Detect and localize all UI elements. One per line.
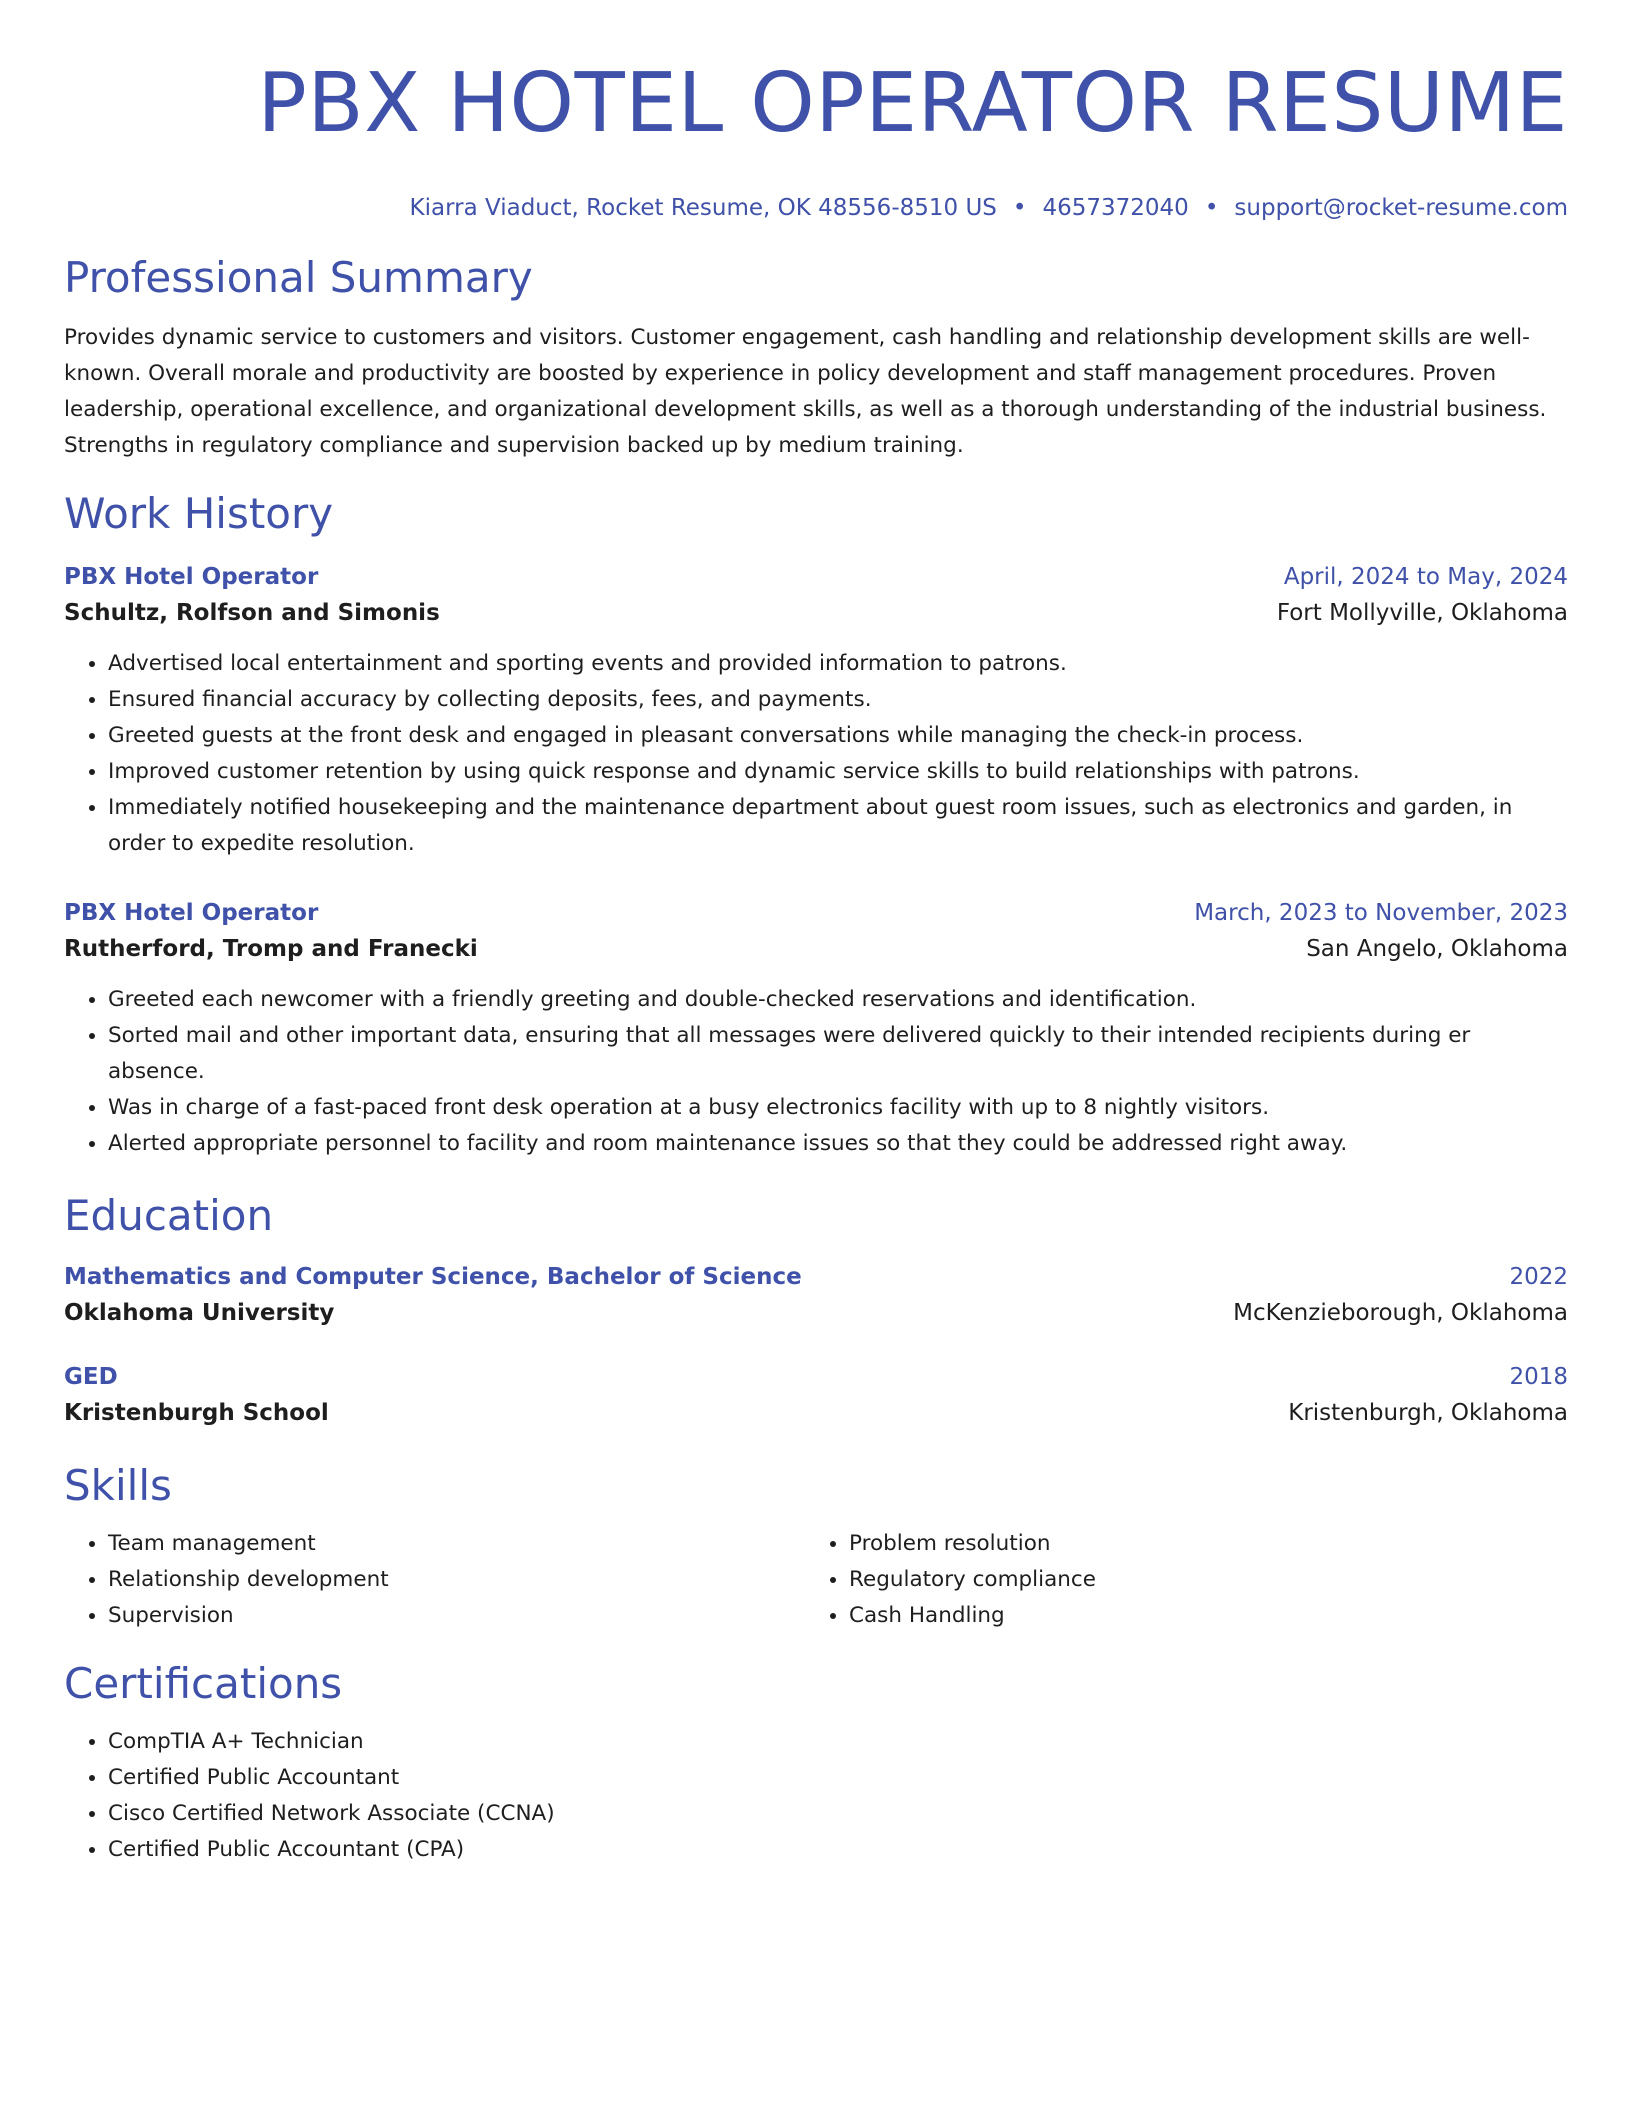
job-bullets (64, 646, 1568, 862)
education-heading: Education (64, 1191, 274, 1240)
education-location: McKenzieborough, Oklahoma (1233, 1300, 1568, 1326)
certifications-heading: Certifications (64, 1659, 343, 1708)
education-location: Kristenburgh, Oklahoma (1288, 1400, 1568, 1426)
work-history-section (64, 488, 1568, 1162)
job-dates: March, 2023 to November, 2023 (1194, 900, 1568, 926)
job-bullet: • Greeted each newcomer with a friendly greeting and double-checked reservations and identification. (108, 982, 1568, 1018)
job-title: PBX Hotel Operator (64, 900, 319, 926)
education-year: 2022 (1509, 1264, 1568, 1290)
contact-phone: 4657372040 (1042, 195, 1189, 221)
summary-heading: Professional Summary (64, 253, 533, 302)
job-title: PBX Hotel Operator (64, 564, 319, 590)
job-entry (64, 896, 1568, 1162)
skills-column-left (64, 1526, 805, 1634)
job-location: San Angelo, Oklahoma (1306, 936, 1568, 962)
job-employer: Schultz, Rolfson and Simonis (64, 600, 440, 626)
skill-item: • Supervision (108, 1598, 805, 1634)
contact-separator: • (1012, 195, 1027, 221)
skill-item: • Problem resolution (849, 1526, 1546, 1562)
job-bullet: • Advertised local entertainment and sporting events and provided information to patrons. (108, 646, 1568, 682)
contact-address: Kiarra Viaduct, Rocket Resume, OK 48556-8510 US (409, 195, 997, 221)
education-degree: Mathematics and Computer Science, Bachelor of Science (64, 1264, 802, 1290)
contact-email: support@rocket-resume.com (1234, 195, 1568, 221)
skills-column-right (805, 1526, 1546, 1634)
contact-line (64, 192, 1568, 224)
resume-title: PBX HOTEL OPERATOR RESUME (257, 56, 1568, 151)
job-employer: Rutherford, Tromp and Franecki (64, 936, 478, 962)
job-bullet: • Sorted mail and other important data, ensuring that all messages were delivered quickly to their intended recipients during er absence. (108, 1018, 1568, 1090)
skill-item: • Regulatory compliance (849, 1562, 1546, 1598)
job-bullet: • Immediately notified housekeeping and the maintenance department about guest room issues, such as electronics and garden, in order to expedite resolution. (108, 790, 1568, 862)
skill-item: • Relationship development (108, 1562, 805, 1598)
certifications-section (64, 1658, 1568, 1868)
education-school: Oklahoma University (64, 1300, 335, 1326)
job-bullet: • Ensured financial accuracy by collecting deposits, fees, and payments. (108, 682, 1568, 718)
certifications-list (64, 1724, 1568, 1868)
certification-item: • CompTIA A+ Technician (108, 1724, 1568, 1760)
education-year: 2018 (1509, 1364, 1568, 1390)
education-degree: GED (64, 1364, 118, 1390)
skills-heading: Skills (64, 1461, 172, 1510)
summary-section (64, 252, 1568, 464)
skills-section (64, 1460, 1568, 1634)
certification-item: • Cisco Certified Network Associate (CCNA) (108, 1796, 1568, 1832)
job-bullet: • Greeted guests at the front desk and engaged in pleasant conversations while managing the check-in process. (108, 718, 1568, 754)
certification-item: • Certified Public Accountant (108, 1760, 1568, 1796)
certification-item: • Certified Public Accountant (CPA) (108, 1832, 1568, 1868)
job-dates: April, 2024 to May, 2024 (1283, 564, 1568, 590)
job-entry (64, 560, 1568, 862)
education-entry (64, 1260, 1568, 1332)
contact-separator: • (1204, 195, 1219, 221)
work-history-heading: Work History (64, 489, 334, 538)
education-entry (64, 1360, 1568, 1432)
job-bullets (64, 982, 1568, 1162)
job-bullet: • Was in charge of a fast-paced front desk operation at a busy electronics facility with up to 8 nightly visitors. (108, 1090, 1568, 1126)
job-bullet: • Improved customer retention by using quick response and dynamic service skills to build relationships with patrons. (108, 754, 1568, 790)
summary-text: Provides dynamic service to customers and visitors. Customer engagement, cash handling and relationship development skills are well-known. Overall morale and productivity are boosted by experience in policy development and staff management procedures. Proven leadership, operational excellence, and organizational development skills, as well as a thorough understanding of the industrial business. Strengths in regulatory compliance and supervision backed up by medium training. (64, 325, 1547, 458)
job-location: Fort Mollyville, Oklahoma (1276, 600, 1568, 626)
skill-item: • Cash Handling (849, 1598, 1546, 1634)
resume-header (64, 56, 1568, 224)
education-school: Kristenburgh School (64, 1400, 329, 1426)
skills-grid (64, 1526, 1568, 1634)
job-bullet: • Alerted appropriate personnel to facility and room maintenance issues so that they could be addressed right away. (108, 1126, 1568, 1162)
education-section (64, 1190, 1568, 1432)
skill-item: • Team management (108, 1526, 805, 1562)
